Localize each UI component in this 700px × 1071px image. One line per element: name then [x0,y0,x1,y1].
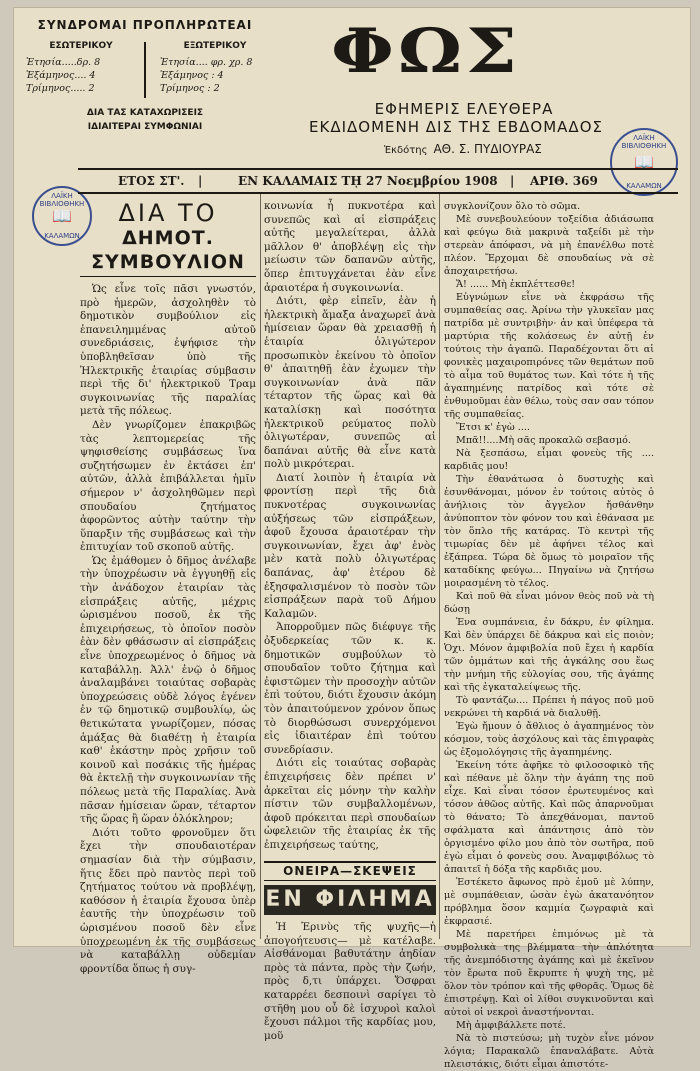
article-paragraph: Ἄ! ...... Μὴ ἐκπλέττεσθε! [456,279,576,290]
subscriptions-box [20,18,270,134]
article-paragraph: Μὲ παρετήρει ἐπιμόνως μὲ τὰ συμβολικὰ της βλέμματα τὴν ἀπλότητα τῆς ἀνεμπόδιστης ἀγάπης καὶ μὲ ἐκεῖνον τὸν ἔρωτα ποῦ ἔκρυπτε ἡ ψυχὴ της, μὲ ὅλον τὸν τρόπον καὶ τῆς φθορᾶς. Ὅμως δὲ ἐπιστρέψῃ. Καὶ οἱ λίθοι συγκινοῦνται καὶ αὐτοὶ οἱ νεκροὶ ἀναστήνονται. [444,929,654,1018]
publisher-line [384,142,624,156]
article-paragraph: Διότι εἰς τοιαύτας σοβαρὰς ἐπιχειρήσεις δὲν πρέπει ν' ἀρκεῖται εἰς μόνην τὴν καλὴν πίστιν τῶν συμβαλλομένων, ἀφοῦ πρόκειται περὶ σπουδαίων ὠφελειῶν τῆς ἑταιρίας ἐκ τῆς ἐπιχειρήσεως ταύτης, [264,757,436,851]
article-paragraph: Διότι τοῦτο φρονοῦμεν ὅτι ἔχει τὴν σπουδαιοτέραν σημασίαν διὰ τὴν σύμβασιν, ἥτις ἔδει πρὸ παντὸς περὶ τοῦ ζητήματος τούτου νὰ προβλέψῃ, καθόσον ἡ ἑταιρία ἔχουσα ὑπὲρ ἑαυτῆς τὴν ὑποχρέωσιν τοῦ ὡρισμένου ποσοῦ δὲν εἶνε ὑποχρεωμένη ἐκ τῆς συμβάσεως νὰ καταβάλλῃ οὐδεμίαν φροντίδα ὅπως ἡ συγ- [80,826,256,975]
article-paragraph: Ὡς ἐμάθομεν ὁ δῆμος ἀνέλαβε τὴν ὑποχρέωσιν νὰ ἐγγυηθῇ εἰς τὴν ἀνάδοχον ἑταιρίαν τὰς εἰσπράξεις αὐτῆς, μέχρις ὡρισμένου ποσοῦ, ἐκ τῆς ἐπιχειρήσεως, τὸ ὁποῖον ποσὸν ἐὰν δὲν φθάσωσιν αἱ εἰσπράξεις εἶνε ὑποχρεωμένος ὁ δῆμος νὰ καταβάλλῃ. Ἀλλ' ἐνῷ ὁ δῆμος ἀναλαμβάνει τοιαύτας σοβαρὰς ὑποχρεώσεις οὐδὲ λόγος ἐγένεν ἐν τῷ δημοτικῷ συμβουλίῳ, ὡς θετικώτατα γνωρίζομεν, πόσας ἁμάξας θὰ διαθέτῃ ἡ ἑταιρία καθ' ἑκάστην πρὸς χρῆσιν τοῦ κοινοῦ καὶ ποσάκις τῆς ἡμέρας θὰ ἐκτελῇ τὴν συγκοινωνίαν τῆς πόλεως μετὰ τῆς Παραλίας. Ἀνὰ πᾶσαν ἡμίσειαν ὥραν, τέταρτον τῆς ὥρας ἢ ὥραν ὁλόκληρον; [80,554,256,826]
masthead-title: ΦΩΣ [331,14,521,87]
article-paragraph: Διότι, φὲρ εἰπεῖν, ἐὰν ἡ ἡλεκτρικὴ ἅμαξα ἀναχωρεῖ ἀνὰ ἡμίσειαν ὥραν θὰ χρειασθῇ ἡ ἑταιρία ὀλιγώτερον προσωπικὸν ἐκείνου τὸ ὁποῖον θ' ἀπαιτηθῇ ἐὰν ἐχωμεν τὴν συγκοινωνίαν ἀνὰ πᾶν τέταρτον τῆς ὥρας καὶ θὰ καταλίσκῃ καὶ ποσότητα ἠλεκτρικοῦ ρεύματος πολὺ ὀλιγωτέραν, συνεπῶς αἱ δαπάναι αὐτῆς θὰ εἶνε κατὰ πολὺ μικρότεραι. [264,295,436,471]
publisher-label: Ἐκδότης [384,145,428,156]
section-heading: ΟΝΕΙΡΑ—ΣΚΕΨΕΙΣ [264,861,436,882]
interior-rate-yearly: Ἐτησία.....δρ. 8 [26,57,101,68]
ads-note-line-2: ΙΔΙΑΙΤΕΡΑΙ ΣΥΜΦΩΝΙΑΙ [87,122,203,132]
book-icon: 📖 [634,152,654,172]
article-paragraph: Καὶ ποῦ θὰ εἶναι μόνον θεὸς ποῦ νὰ τὴ δώσῃ [444,591,654,615]
article-paragraph: Ἐκείνη τότε ἀφῆκε τὸ φιλοσοφικὸ τῆς καὶ πέθανε μὲ ὅλην τὴν ἀγάπη της ποῦ εἶχε. Καὶ εἶναι τόσον ἐρωτευμένος καὶ τόσον ἀθῶος αὐτῆς. Καὶ πῶς ἀπαρνοῦμαι τὸ θάνατο; Τὸ ἀπεχθάνομαι, παντοῦ σφάλματα καὶ ἀπάντησις ἀπὸ τὸν ὀργισμένο φίλο μου ἀπὸ τὸν σωτῆρα, ποῦ ἐγὼ εἶμαι ὁ φονεὺς σου. Ἀναμφιβόλως τὸ ἀπαιτεῖ ἡ δόξα τῆς καρδιᾶς μου. [444,760,654,875]
dateline-place-date: ΕΝ ΚΑΛΑΜΑΙΣ Τῌ 27 Νοεμβρίου 1908 [238,174,498,188]
column-rule [439,194,440,939]
dateline-separator: | [198,174,203,188]
masthead-subtitle-1: ΕΦΗΜΕΡΙΣ ΕΛΕΥΘΕΡΑ [374,100,554,118]
article-paragraph: Εὐγνώμων εἶνε νὰ ἐκφράσω τῆς συμπαθείας σας. Ἀρίνω τὴν γλυκεῖαν μας πατρίδα μὲ συντριβὴν· ἀν καὶ ὑπέφερα τὰ μαρτύρια τῆς κολάσεως ἐν αὐτῇ ἐν τούτοις τὴν ἀγαπῶ. Παραδέχονται ὅτι αἱ φονικὲς μαχαιροπιρόνες τῶν θεμάτων ποῦ τὸ αἷμα τοῦ θυμάτος των. Καὶ τότε ἡ τῆς ἀγαπημένης πατρίδος καὶ τότε σὲ ἐνθυμοῦμαι ἐὰν θέλω, τοὺς σαν σαν τόπον τῆς συμπαθείας. [444,292,654,420]
interior-rate-quarter: Τρίμηνος..... 2 [26,83,95,94]
article-paragraph: Διατί λοιπὸν ἡ ἑταιρία νὰ φροντίσῃ περὶ τῆς διὰ πυκνοτέρας συγκοινωνίας αὐξήσεως τῶν εἰσπράξεων, ἀφοῦ ἔχουσα ἀραιοτέραν τὴν συγκοινωνίαν, ἔχει ἀφ' ἑνὸς μὲν κατὰ πολὺ ὀλιγωτέρας δαπάνας, ἀφ' ἑτέρου δὲ ἐξησφαλισμένον τὸ ποσὸν τῶν εἰσπράξεων παρὰ τοῦ Δήμου Καλαμῶν. [264,471,436,620]
article-title-line-1: ΔΙΑ ΤΟ [118,199,218,227]
dateline-issue-number: ΑΡΙΘ. 369 [530,174,598,188]
exterior-rates [160,40,270,95]
article-2-title: ΕΝ ΦΙΛΗΜΑ [264,885,436,915]
stamp-city: ΚΑΛΑΜΩΝ [626,182,662,190]
column-1 [80,200,256,976]
dateline-year: ΕΤΟΣ ΣΤ'. [118,174,185,188]
column-rule [260,194,261,939]
article-paragraph: Τὴν ἐθανάτωσα ὁ δυστυχὴς καὶ ἐσυνθάνομαι, μόνον ἐν τούτοις αὐτὸς ὁ ἀνήλιοις τὸν ἄγγελον ἤσθάνθην ἀνύποπτον τὸν φόνον του καὶ ἐθάνασα με τὸν ὅπλο τῆς κατάρας. Τὸ κεντρὶ τῆς τιμωρίας δὲν μὲ ἀφήνει τέλος καὶ ἑξάπρεα. Τώρα δὲ ὅμως τὸ μοιραῖον τῆς καταδίκης φεύγω... Πηγαίνω νὰ ζητήσω μοιρασμένη τὸ τέλος. [444,474,654,589]
publisher-name: ΑΘ. Σ. ΠΥΔΙΟΥΡΑΣ [433,142,542,156]
article-paragraph: Ὡς εἶνε τοῖς πᾶσι γνωστόν, πρὸ ἡμερῶν, ἀσχοληθὲν τὸ δημοτικὸν συμβούλιον εἰς ἐπανειλημμένας αὐτοῦ συνεδριάσεις, ἐψήφισε τὴν ὑποβληθεῖσαν ὑπὸ τῆς Ἠλεκτρικῆς ἑταιρίας σύμβασιν περὶ τῆς δι' ἠλεκτρικοῦ Τραμ συγκοινωνίας τῆς παραλίας μετὰ τῆς πόλεως. [80,283,256,418]
article-paragraph: Νὰ τὸ πιστεύσω; μὴ τυχὸν εἶνε μόνον λόγια; Παρακαλῶ ἐπαναλάβατε. Αὐτὰ πλειστάκις, διότι εἶμαι ἀπιστότε- [444,1033,654,1070]
stamp-city-left: ΚΑΛΑΜΩΝ [44,232,80,240]
column-2 [264,200,436,1043]
stamp-text-left: ΛΑΪΚΗ ΒΙΒΛΙΟΘΗΚΗ [39,192,85,208]
ads-note-line-1: ΔΙΑ ΤΑΣ ΚΑΤΑΧΩΡΙΣΕΙΣ [86,108,204,118]
column-3 [444,200,654,1071]
newspaper-page [14,8,690,1070]
exterior-rate-quarter: Τρίμηνος : 2 [160,83,220,94]
article-paragraph: συγκλονίζουν ὅλο τὸ σῶμα. [444,201,581,212]
dateline-separator: | [510,174,515,188]
article-title-line-2: ΔΗΜΟΤ. ΣΥΜΒΟΥΛΙΟΝ [80,226,256,277]
interior-rates [26,40,136,95]
exterior-rate-semester: Ἑξάμηνος : 4 [160,70,224,81]
exterior-heading: ΕΞΩΤΕΡΙΚΟΥ [183,41,247,51]
article-paragraph: Ἀπορροῦμεν πῶς διέφυγε τῆς ὀξυδερκείας τῶν κ. κ. δημοτικῶν συμβούλων τὸ σπουδαῖον τοῦτο ζήτημα καὶ ἐφιστῶμεν τὴν προσοχὴν αὐτῶν ἐπὶ τούτου, διότι ἔχουσιν ἀκόμη τὸν ἀπαιτούμενον χρόνον ὅπως τὸ διορθώσωσι συνερχόμενοι εἰς ἰδιαιτέραν ἐπὶ τούτου συνεδρίασιν. [264,621,436,756]
article-paragraph: Ἐστέκετο ἄφωνος πρὸ ἐμοῦ μὲ λύπην, μὲ συμπάθειαν, ὡσὰν ἐγὼ ἀκατανόητον πρόβλημα ὅσον καμμία ζωγραφιὰ καὶ ἐκφρασιέ. [444,877,654,927]
stamp-text: ΛΑΪΚΗ ΒΙΒΛΙΟΘΗΚΗ [621,134,667,150]
exterior-rate-yearly: Ἐτησία.... φρ. χρ. 8 [160,57,253,68]
article-paragraph: Δὲν γνωρίζομεν ἐπακριβῶς τὰς λεπτομερείας τῆς ψηφισθείσης συμβάσεως ἵνα συζητήσωμεν ἐν ἐκτάσει ἐπ' αὐτῶν, ἀλλὰ ἐπιβάλλεται ἡμῖν σήμερον ν' ἀσχοληθῶμεν περὶ σπουδαίου ζητήματος ἀφορῶντος αὐτὴν ταύτην τὴν ὕπαρξιν τῆς συμβάσεως καὶ τὴν ἐπιτυχίαν τοῦ σκοποῦ αὐτῆς. [80,418,256,554]
dateline-bar [78,168,678,194]
article-paragraph: Ἐνα συμπάνεια, ἐν δάκρυ, ἐν φίλημα. Καὶ δὲν ὑπάρχει δὲ δάκρυα καὶ εἰς ποιὸν; Ὁχι. Μόνον ἀμφιβολία ποῦ ἔχει ἡ καρδία τῶν ὀμμάτων καὶ τῆς ἀγκάλης σου ἕως τὴν μνήμη τῆς εὐλογίας σου, τῆς ἀγάπης καὶ τῆς ἐγκαταλείψεως τῆς. [444,617,654,693]
interior-rate-semester: Ἑξάμηνος.... 4 [26,70,96,81]
article-paragraph: Μὴ ἀμφιβάλλετε ποτέ. [456,1020,566,1031]
article-paragraph: κοινωνία ἦ πυκνοτέρα καὶ συνεπῶς καὶ αἱ εἰσπράξεις αὐτῆς μεγαλείτεραι, ἀλλὰ μᾶλλον θ' ἀποβλέψῃ εἰς τὴν μείωσιν τῶν δαπανῶν αὐτῆς, ὅπερ ἐπιτυγχάνεται ἐὰν εἶνε ἀραιοτέρα ἡ συγκοινωνία. [264,200,436,294]
subscription-rates [20,40,270,102]
article-paragraph: Ἔτσι κ' ἐγὼ .... [456,422,530,433]
book-icon-left: 📖 [52,206,72,226]
article-paragraph: Ἐγὼ ἤμουν ὁ ἄθλιος ὁ ἀγαπημένος τὸν κόσμον, τοὺς ἀσχόλους καὶ τὰς ἐπιγραφὰς ὡς ἐξομολόγησις τῆς ἀγαπημένης. [444,721,654,758]
rates-divider [144,42,146,98]
masthead-subtitle-2: ΕΚΔΙΔΟΜΕΝΗ ΔΙΣ ΤΗΣ ΕΒΔΟΜΑΔΟΣ [309,118,603,136]
article-paragraph: Νὰ ξεσπάσω, εἶμαι φονεὺς τῆς .... καρδιᾶς μου! [444,448,654,472]
article-paragraph: Μπᾶ!!....Μὴ σᾶς προκαλῶ σεβασμό. [456,435,631,446]
subscriptions-title: ΣΥΝΔΡΟΜΑΙ ΠΡΟΠΛΗΡΩΤΕΑΙ [37,18,253,32]
article-paragraph: Ἡ Ἐρινὺς τῆς ψυχῆς—ἡ ἀπογοήτευσις— μὲ κατέλαβε. Αἰσθάνομαι βαθυτάτην ἀηδίαν πρὸς τὰ πάντα, πρὸς τὴν ζωήν, πρὸς δ,τι ὑπάρχει. Ὄσφραι καταρρέει δεσποινὶ σαρίγει τὸ στῆθη μου οὖ δὲ ἰσχυροὶ καλοὶ ἔχουσι πάλμοι τῆς καρδίας μου, μοῦ [264,921,436,1042]
article-paragraph: Τὸ φαντάζω.... Πρέπει ἡ πάγος ποῦ μοῦ νεκρώνει τὴ καρδιά νὰ διαλυθῇ. [444,695,654,719]
ads-note [20,106,270,134]
article-paragraph: Μὲ συνεβουλεύουν τοξείδια ἀδιάσωπα καὶ φεύγω διὰ μακρινὰ ταξείδι μὲ τὴν στερεὰν ἀπόφασι, νὰ μὴ ἐπανέλθω ποτὲ πλέον. Ἔρχομαι δὲ σπουδαίως νὰ σὲ ἀποχαιρετήσω. [444,214,654,277]
interior-heading: ΕΣΩΤΕΡΙΚΟΥ [49,41,113,51]
